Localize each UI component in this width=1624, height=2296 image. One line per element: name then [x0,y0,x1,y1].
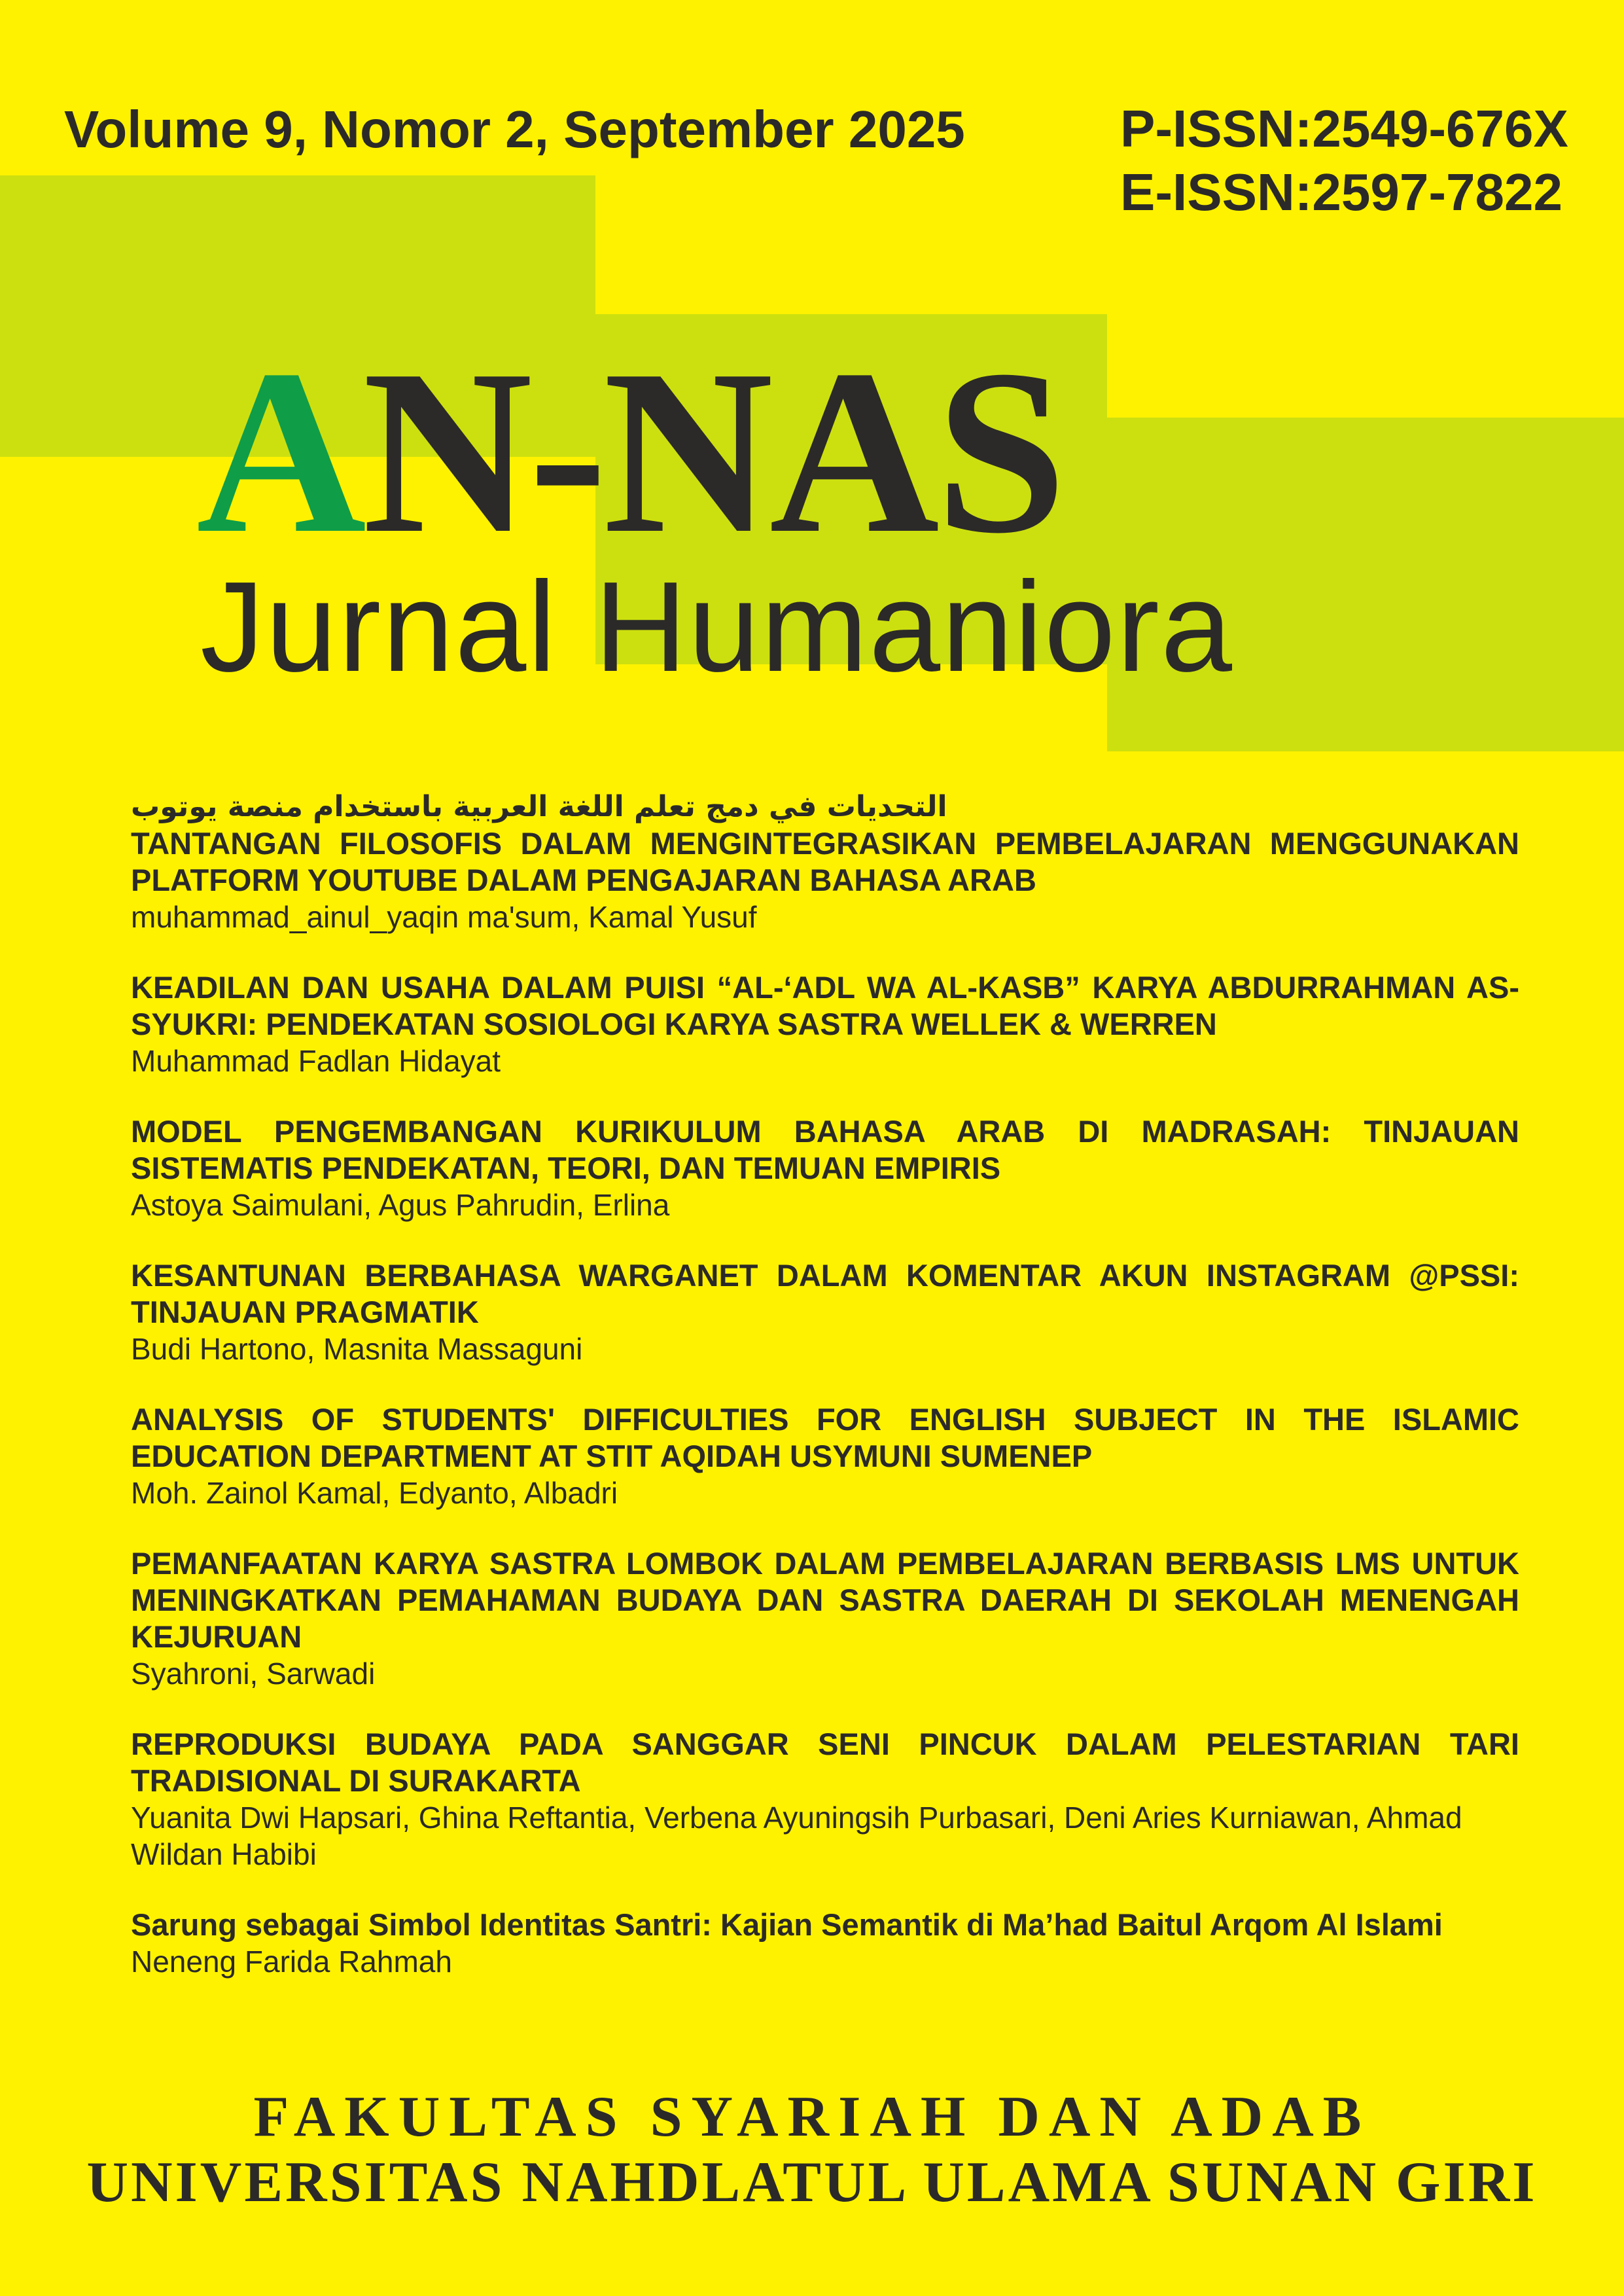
publisher-faculty: FAKULTAS SYARIAH DAN ADAB [253,2085,1371,2149]
journal-subtitle: Jurnal Humaniora [200,555,1233,698]
article-authors: muhammad_ainul_yaqin ma'sum, Kamal Yusuf [131,900,757,934]
article-title: MODEL PENGEMBANGAN KURIKULUM BAHASA ARAB DI MADRASAH: TINJAUAN SISTEMATIS PENDEKATAN, TEORI, DAN TEMUAN EMPIRIS [131,1114,1519,1185]
volume-issue: Volume 9, Nomor 2, September 2025 [64,100,965,158]
article-8 [131,1907,1519,1980]
article-authors: Syahroni, Sarwadi [131,1657,376,1691]
article-title: TANTANGAN FILOSOFIS DALAM MENGINTEGRASIKAN PEMBELAJARAN MENGGUNAKAN PLATFORM YOUTUBE DALAM PENGAJARAN BAHASA ARAB [131,826,1519,897]
article-3 [131,1113,1519,1223]
journal-title-first-letter: A [196,321,362,582]
article-authors: Astoya Saimulani, Agus Pahrudin, Erlina [131,1188,670,1222]
article-title: ANALYSIS OF STUDENTS' DIFFICULTIES FOR ENGLISH SUBJECT IN THE ISLAMIC EDUCATION DEPARTMENT AT STIT AQIDAH USYMUNI SUMENEP [131,1402,1519,1473]
article-title: REPRODUKSI BUDAYA PADA SANGGAR SENI PINCUK DALAM PELESTARIAN TARI TRADISIONAL DI SURAKARTA [131,1727,1519,1798]
article-title: PEMANFAATAN KARYA SASTRA LOMBOK DALAM PEMBELAJARAN BERBASIS LMS UNTUK MENINGKATKAN PEMAHAMAN BUDAYA DAN SASTRA DAERAH DI SEKOLAH MENENGAH KEJURUAN [131,1546,1519,1654]
article-title: KEADILAN DAN USAHA DALAM PUISI “AL-‘ADL WA AL-KASB” KARYA ABDURRAHMAN AS-SYUKRI: PENDEKATAN SOSIOLOGI KARYA SASTRA WELLEK & WERREN [131,970,1519,1041]
article-authors: Budi Hartono, Masnita Massaguni [131,1332,583,1366]
article-6 [131,1545,1519,1692]
publisher-university: UNIVERSITAS NAHDLATUL ULAMA SUNAN GIRI [86,2151,1538,2214]
article-title: Sarung sebagai Simbol Identitas Santri: Kajian Semantik di Ma’had Baitul Arqom Al Islami [131,1907,1443,1942]
e-issn: E-ISSN:2597-7822 [1120,163,1562,221]
article-4 [131,1257,1519,1367]
article-authors: Yuanita Dwi Hapsari, Ghina Reftantia, Verbena Ayuningsih Purbasari, Deni Aries Kurniawan, Ahmad Wildan Habibi [131,1801,1462,1871]
article-arabic-title: التحديات في دمج تعلم اللغة العربية باستخدام منصة يوتوب [131,790,947,823]
table-of-contents [131,789,1519,2014]
article-authors: Moh. Zainol Kamal, Edyanto, Albadri [131,1476,618,1510]
article-authors: Neneng Farida Rahmah [131,1945,452,1979]
article-5 [131,1401,1519,1511]
journal-title [196,321,1459,582]
journal-title-rest: N-NAS [362,321,1063,582]
article-title: KESANTUNAN BERBAHASA WARGANET DALAM KOMENTAR AKUN INSTAGRAM @PSSI: TINJAUAN PRAGMATIK [131,1258,1519,1329]
article-2 [131,969,1519,1079]
article-1 [131,789,1519,935]
article-7 [131,1726,1519,1873]
article-authors: Muhammad Fadlan Hidayat [131,1044,501,1078]
p-issn: P-ISSN:2549-676X [1120,99,1568,158]
publisher [0,2085,1624,2215]
issn-block [1120,97,1568,224]
